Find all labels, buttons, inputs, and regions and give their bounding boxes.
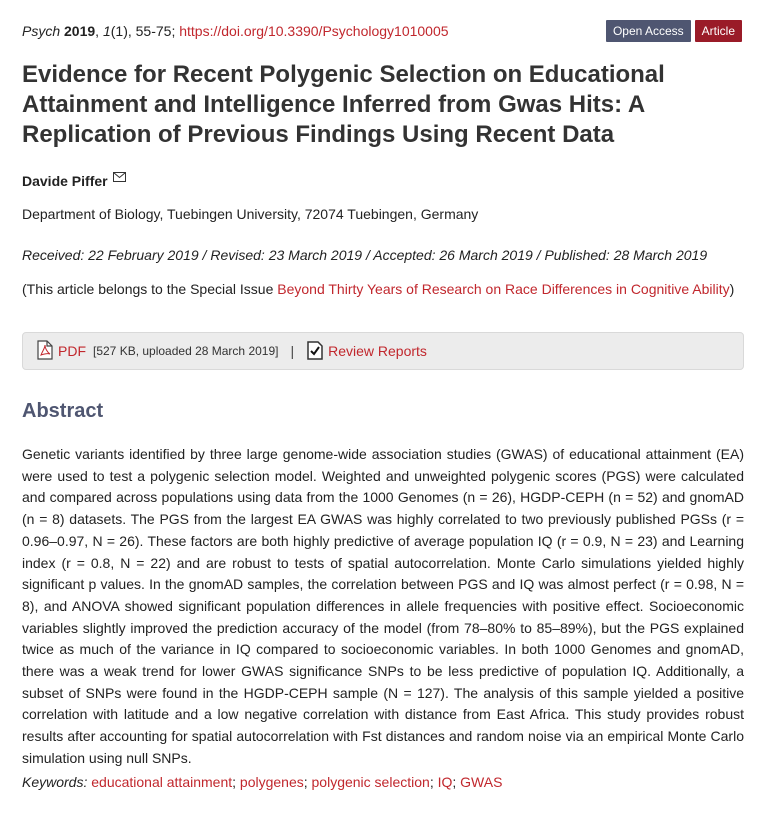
review-reports-link[interactable]: Review Reports (328, 343, 427, 359)
article-type-badge: Article (695, 20, 742, 42)
special-issue-link[interactable]: Beyond Thirty Years of Research on Race Differences in Cognitive Ability (277, 281, 730, 297)
open-access-badge: Open Access (606, 20, 691, 42)
keyword-separator: ; (452, 774, 457, 790)
article-meta-row (22, 20, 744, 42)
keyword-separator: ; (429, 774, 434, 790)
publication-dates: Received: 22 February 2019 / Revised: 23 March 2019 / Accepted: 26 March 2019 / Published: 28 March 2019 (22, 247, 708, 263)
abstract-heading: Abstract (22, 400, 104, 422)
author-name[interactable]: Davide Piffer (22, 173, 108, 189)
keyword-link[interactable]: educational attainment (91, 774, 233, 790)
download-separator: | (290, 343, 295, 359)
issue-pages: (1), 55-75; (110, 23, 176, 39)
special-issue-suffix: ) (729, 281, 735, 297)
pdf-download[interactable] (36, 340, 278, 363)
doi-link[interactable]: https://doi.org/10.3390/Psychology1010005 (179, 23, 449, 39)
special-issue-prefix: (This article belongs to the Special Issue (22, 281, 278, 297)
badges (606, 20, 742, 42)
volume: 1 (102, 23, 111, 39)
download-bar (22, 332, 744, 370)
keyword-link[interactable]: polygenes (239, 774, 304, 790)
article-title: Evidence for Recent Polygenic Selection on Educational Attainment and Intelligence Inferred from Gwas Hits: A Replication of Previous Findings Using Recent Data (22, 61, 665, 148)
special-issue-note (22, 279, 742, 300)
keyword-separator: ; (303, 774, 308, 790)
journal-name: Psych (22, 23, 61, 39)
keyword-link[interactable]: GWAS (460, 774, 503, 790)
publication-year: 2019 (64, 23, 96, 39)
keyword-link[interactable]: polygenic selection (311, 774, 430, 790)
review-reports[interactable] (306, 340, 427, 363)
abstract-text: Genetic variants identified by three large genome-wide association studies (GWAS) of educational attainment (EA) were used to test a polygenic selection model. Weighted and unweighted polygenic scores (PGS) were calculated and compared across populations using data from the 1000 Genomes (n = 26), HGDP-CEPH (n = 52) and gnomAD (n = 8) datasets. The PGS from the largest EA GWAS was highly correlated to two previously published PGSs (r = 0.96–0.97, N = 26). These factors are both highly predictive of average population IQ (r = 0.9, N = 23) and Learning index (r = 0.8, N = 22) and are robust to tests of spatial autocorrelation. Monte Carlo simulations yielded highly significant p values. In the gnomAD samples, the correlation between PGS and IQ was almost perfect (r = 0.98, N = 8), and ANOVA showed significant population differences in allele frequencies with positive effect. Socioeconomic variables slightly improved the prediction accuracy of the model (from 78–80% to 85–89%), but the PGS explained twice as much of the variance in IQ compared to socioeconomic variables. In both 1000 Genomes and gnomAD, there was a weak trend for lower GWAS significance SNPs to be less predictive of population IQ. Additionally, a subset of SNPs were found in the HGDP-CEPH sample (N = 127). The analysis of this sample yielded a positive correlation with latitude and a low negative correlation with distance from East Africa. This study provides robust results after accounting for spatial autocorrelation with Fst distances and random noise via an empirical Monte Carlo simulation using null SNPs. (22, 446, 744, 766)
keywords (22, 773, 502, 791)
pdf-link[interactable]: PDF (58, 343, 86, 359)
author-row (22, 172, 126, 190)
review-check-icon[interactable] (306, 340, 324, 363)
envelope-icon[interactable] (113, 169, 126, 187)
citation: Psych 2019, 1(1), 55-75; https://doi.org/10.3390/Psychology1010005 (22, 23, 449, 39)
affiliation: Department of Biology, Tuebingen University, 72074 Tuebingen, Germany (22, 206, 479, 222)
keyword-link[interactable]: IQ (437, 774, 453, 790)
keywords-label: Keywords: (22, 774, 88, 790)
keyword-separator: ; (232, 774, 237, 790)
pdf-file-icon[interactable] (36, 340, 54, 363)
pdf-size-info: [527 KB, uploaded 28 March 2019] (93, 344, 279, 358)
